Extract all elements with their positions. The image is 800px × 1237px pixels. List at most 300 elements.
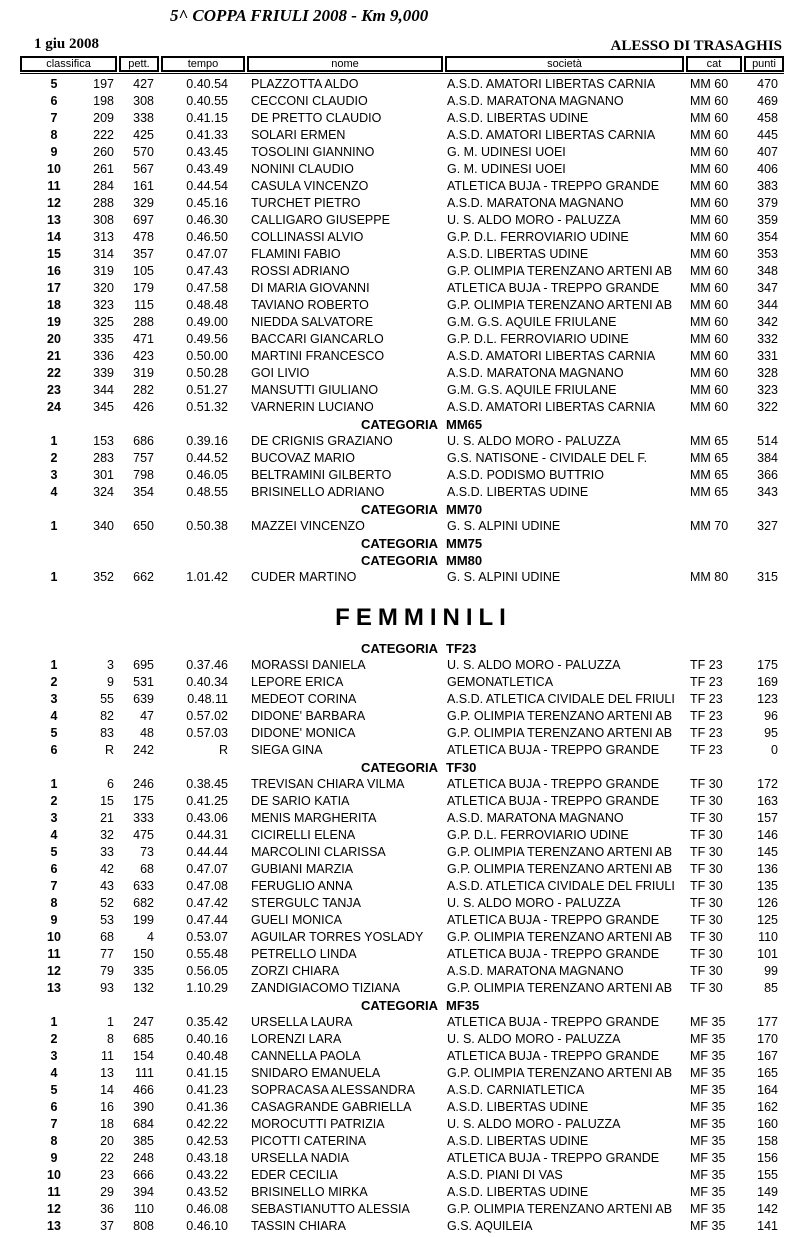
cell-societa: G. M. UDINESI UOEI bbox=[447, 145, 566, 159]
cell-tempo: 0.50.28 bbox=[186, 366, 228, 380]
cell-punti: 163 bbox=[757, 794, 778, 808]
cell-nome: FERUGLIO ANNA bbox=[251, 879, 353, 893]
cell-societa: A.S.D. LIBERTAS UDINE bbox=[447, 1100, 589, 1114]
cell-pett: 132 bbox=[133, 981, 154, 995]
cell-pett: 282 bbox=[133, 383, 154, 397]
cell-nome: SEBASTIANUTTO ALESSIA bbox=[251, 1202, 410, 1216]
cell-position: 3 bbox=[107, 658, 114, 672]
cell-tempo: 0.43.49 bbox=[186, 162, 228, 176]
table-row bbox=[0, 314, 800, 331]
category-value: TF30 bbox=[446, 760, 477, 775]
cell-nome: GUELI MONICA bbox=[251, 913, 342, 927]
category-value: MM80 bbox=[446, 553, 483, 568]
cell-punti: 384 bbox=[757, 451, 778, 465]
category-label: CATEGORIA bbox=[360, 502, 438, 517]
cell-societa: G.S. NATISONE - CIVIDALE DEL F. bbox=[447, 451, 648, 465]
cell-nome: DI MARIA GIOVANNI bbox=[251, 281, 370, 295]
cell-societa: A.S.D. LIBERTAS UDINE bbox=[447, 247, 589, 261]
cell-cat: MM 80 bbox=[690, 570, 729, 584]
cell-position: 339 bbox=[93, 366, 114, 380]
cell-societa: A.S.D. AMATORI LIBERTAS CARNIA bbox=[447, 128, 656, 142]
table-row bbox=[0, 912, 800, 929]
cell-nome: VARNERIN LUCIANO bbox=[251, 400, 374, 414]
cell-pett: 335 bbox=[133, 964, 154, 978]
cell-societa: G.M. G.S. AQUILE FRIULANE bbox=[447, 315, 617, 329]
cell-nome: NIEDDA SALVATORE bbox=[251, 315, 374, 329]
cell-tempo: 0.46.50 bbox=[186, 230, 228, 244]
cell-classifica: 11 bbox=[47, 1185, 61, 1199]
cell-societa: G. M. UDINESI UOEI bbox=[447, 162, 566, 176]
cell-cat: TF 30 bbox=[690, 964, 723, 978]
table-row bbox=[0, 365, 800, 382]
cell-punti: 101 bbox=[757, 947, 778, 961]
cell-tempo: 0.44.54 bbox=[186, 179, 228, 193]
cell-position: 344 bbox=[93, 383, 114, 397]
cell-tempo: 0.50.38 bbox=[186, 519, 228, 533]
cell-position: 42 bbox=[100, 862, 114, 876]
cell-punti: 379 bbox=[757, 196, 778, 210]
cell-classifica: 6 bbox=[50, 94, 58, 108]
cell-tempo: 0.43.22 bbox=[186, 1168, 228, 1182]
cell-position: 37 bbox=[100, 1219, 114, 1233]
cell-punti: 327 bbox=[757, 519, 778, 533]
cell-nome: BELTRAMINI GILBERTO bbox=[251, 468, 392, 482]
cell-position: 6 bbox=[107, 777, 114, 791]
cell-societa: A.S.D. PODISMO BUTTRIO bbox=[447, 468, 604, 482]
cell-punti: 344 bbox=[757, 298, 778, 312]
cell-societa: A.S.D. AMATORI LIBERTAS CARNIA bbox=[447, 349, 656, 363]
cell-pett: 425 bbox=[133, 128, 154, 142]
cell-position: 260 bbox=[93, 145, 114, 159]
cell-nome: TOSOLINI GIANNINO bbox=[251, 145, 375, 159]
cell-punti: 170 bbox=[757, 1032, 778, 1046]
cell-pett: 161 bbox=[133, 179, 154, 193]
cell-position: 32 bbox=[100, 828, 114, 842]
cell-nome: TREVISAN CHIARA VILMA bbox=[251, 777, 405, 791]
cell-tempo: 0.40.55 bbox=[186, 94, 228, 108]
cell-position: 313 bbox=[93, 230, 114, 244]
cell-cat: TF 23 bbox=[690, 675, 723, 689]
cell-position: 1 bbox=[107, 1015, 114, 1029]
cell-tempo: 0.48.55 bbox=[186, 485, 228, 499]
cell-nome: MANSUTTI GIULIANO bbox=[251, 383, 379, 397]
cell-classifica: 18 bbox=[47, 298, 61, 312]
cell-tempo: 0.41.25 bbox=[186, 794, 228, 808]
cell-pett: 288 bbox=[133, 315, 154, 329]
table-row bbox=[0, 1048, 800, 1065]
cell-classifica: 23 bbox=[47, 383, 61, 397]
cell-nome: CECCONI CLAUDIO bbox=[251, 94, 368, 108]
cell-pett: 338 bbox=[133, 111, 154, 125]
cell-pett: 570 bbox=[133, 145, 154, 159]
table-row bbox=[0, 246, 800, 263]
cell-tempo: 0.43.52 bbox=[186, 1185, 228, 1199]
cell-punti: 160 bbox=[757, 1117, 778, 1131]
cell-classifica: 17 bbox=[47, 281, 61, 295]
cell-pett: 798 bbox=[133, 468, 154, 482]
cell-cat: MF 35 bbox=[690, 1219, 726, 1233]
cell-position: 18 bbox=[100, 1117, 114, 1131]
table-row bbox=[0, 1065, 800, 1082]
category-label: CATEGORIA bbox=[360, 760, 438, 775]
table-row bbox=[0, 708, 800, 725]
cell-punti: 125 bbox=[757, 913, 778, 927]
cell-punti: 514 bbox=[757, 434, 778, 448]
cell-pett: 390 bbox=[133, 1100, 154, 1114]
cell-nome: CALLIGARO GIUSEPPE bbox=[251, 213, 390, 227]
cell-societa: ATLETICA BUJA - TREPPO GRANDE bbox=[447, 1015, 660, 1029]
cell-tempo: 0.37.46 bbox=[186, 658, 228, 672]
category-label: CATEGORIA bbox=[360, 998, 438, 1013]
table-row bbox=[0, 484, 800, 501]
cell-nome: DIDONE' MONICA bbox=[251, 726, 356, 740]
cell-societa: G. S. ALPINI UDINE bbox=[447, 570, 561, 584]
cell-position: 308 bbox=[93, 213, 114, 227]
table-row bbox=[0, 229, 800, 246]
cell-punti: 165 bbox=[757, 1066, 778, 1080]
cell-cat: TF 30 bbox=[690, 811, 723, 825]
page-title: 5^ COPPA FRIULI 2008 - Km 9,000 bbox=[170, 6, 429, 25]
cell-cat: MF 35 bbox=[690, 1032, 726, 1046]
cell-cat: TF 23 bbox=[690, 726, 723, 740]
cell-cat: MF 35 bbox=[690, 1185, 726, 1199]
cell-punti: 331 bbox=[757, 349, 778, 363]
cell-punti: 458 bbox=[757, 111, 778, 125]
cell-position: R bbox=[104, 743, 114, 757]
cell-punti: 95 bbox=[764, 726, 778, 740]
table-row bbox=[0, 433, 800, 450]
cell-societa: U. S. ALDO MORO - PALUZZA bbox=[447, 1117, 621, 1131]
table-row bbox=[0, 1014, 800, 1031]
cell-tempo: 0.44.31 bbox=[186, 828, 228, 842]
cell-societa: A.S.D. ATLETICA CIVIDALE DEL FRIULI bbox=[447, 692, 675, 706]
cell-nome: PLAZZOTTA ALDO bbox=[251, 77, 359, 91]
cell-classifica: 8 bbox=[50, 1134, 58, 1148]
cell-classifica: 16 bbox=[47, 264, 61, 278]
cell-cat: TF 30 bbox=[690, 845, 723, 859]
cell-nome: STERGULC TANJA bbox=[251, 896, 361, 910]
cell-classifica: 1 bbox=[50, 434, 58, 448]
table-row bbox=[0, 1116, 800, 1133]
category-label: CATEGORIA bbox=[360, 417, 438, 432]
cell-punti: 141 bbox=[757, 1219, 778, 1233]
cell-pett: 650 bbox=[133, 519, 154, 533]
cell-punti: 155 bbox=[757, 1168, 778, 1182]
cell-societa: A.S.D. MARATONA MAGNANO bbox=[447, 811, 624, 825]
cell-pett: 329 bbox=[133, 196, 154, 210]
table-row bbox=[0, 1133, 800, 1150]
cell-cat: MM 60 bbox=[690, 111, 729, 125]
cell-nome: MORASSI DANIELA bbox=[251, 658, 366, 672]
cell-societa: GEMONATLETICA bbox=[447, 675, 554, 689]
cell-societa: A.S.D. MARATONA MAGNANO bbox=[447, 196, 624, 210]
cell-pett: 697 bbox=[133, 213, 154, 227]
cell-tempo: 1.01.42 bbox=[186, 570, 228, 584]
cell-classifica: 7 bbox=[50, 879, 58, 893]
cell-pett: 111 bbox=[134, 1066, 154, 1080]
cell-punti: 406 bbox=[757, 162, 778, 176]
cell-classifica: 13 bbox=[47, 981, 61, 995]
cell-societa: G.P. D.L. FERROVIARIO UDINE bbox=[447, 230, 629, 244]
cell-societa: G.P. OLIMPIA TERENZANO ARTENI AB bbox=[447, 981, 673, 995]
cell-nome: TASSIN CHIARA bbox=[251, 1219, 346, 1233]
cell-position: 284 bbox=[93, 179, 114, 193]
cell-punti: 342 bbox=[757, 315, 778, 329]
cell-classifica: 5 bbox=[50, 77, 58, 91]
cell-classifica: 24 bbox=[47, 400, 61, 414]
cell-position: 323 bbox=[93, 298, 114, 312]
cell-classifica: 3 bbox=[50, 468, 58, 482]
table-row bbox=[0, 161, 800, 178]
cell-classifica: 3 bbox=[50, 811, 58, 825]
cell-punti: 135 bbox=[757, 879, 778, 893]
cell-pett: 426 bbox=[133, 400, 154, 414]
category-heading bbox=[0, 535, 800, 552]
cell-nome: MARCOLINI CLARISSA bbox=[251, 845, 386, 859]
cell-punti: 110 bbox=[758, 930, 778, 944]
table-row bbox=[0, 1099, 800, 1116]
cell-position: 83 bbox=[100, 726, 114, 740]
cell-cat: MF 35 bbox=[690, 1049, 726, 1063]
cell-position: 340 bbox=[93, 519, 114, 533]
table-row bbox=[0, 127, 800, 144]
cell-tempo: 0.46.30 bbox=[186, 213, 228, 227]
cell-position: 22 bbox=[100, 1151, 114, 1165]
cell-tempo: 0.55.48 bbox=[186, 947, 228, 961]
cell-cat: MM 70 bbox=[690, 519, 729, 533]
table-row bbox=[0, 195, 800, 212]
cell-cat: TF 30 bbox=[690, 981, 723, 995]
cell-societa: G.S. AQUILEIA bbox=[447, 1219, 533, 1233]
table-row bbox=[0, 178, 800, 195]
category-label: CATEGORIA bbox=[360, 536, 438, 551]
cell-societa: G.P. OLIMPIA TERENZANO ARTENI AB bbox=[447, 264, 673, 278]
cell-punti: 149 bbox=[757, 1185, 778, 1199]
cell-cat: MM 60 bbox=[690, 162, 729, 176]
cell-societa: ATLETICA BUJA - TREPPO GRANDE bbox=[447, 179, 660, 193]
cell-cat: MF 35 bbox=[690, 1100, 726, 1114]
cell-nome: TURCHET PIETRO bbox=[251, 196, 361, 210]
cell-cat: MM 65 bbox=[690, 468, 729, 482]
cell-classifica: 19 bbox=[47, 315, 61, 329]
cell-societa: A.S.D. MARATONA MAGNANO bbox=[447, 366, 624, 380]
cell-tempo: 0.41.15 bbox=[186, 1066, 228, 1080]
cell-classifica: 2 bbox=[50, 1032, 58, 1046]
column-header-nome: nome bbox=[247, 56, 443, 72]
cell-position: 33 bbox=[100, 845, 114, 859]
cell-tempo: 0.57.03 bbox=[186, 726, 228, 740]
cell-classifica: 1 bbox=[50, 777, 58, 791]
cell-punti: 142 bbox=[757, 1202, 778, 1216]
category-heading bbox=[0, 552, 800, 569]
cell-cat: TF 30 bbox=[690, 896, 723, 910]
cell-classifica: 12 bbox=[47, 964, 61, 978]
cell-pett: 567 bbox=[133, 162, 154, 176]
cell-classifica: 8 bbox=[50, 896, 58, 910]
cell-cat: MF 35 bbox=[690, 1015, 726, 1029]
cell-classifica: 4 bbox=[50, 709, 58, 723]
cell-societa: A.S.D. CARNIATLETICA bbox=[447, 1083, 585, 1097]
cell-classifica: 10 bbox=[47, 1168, 61, 1182]
cell-classifica: 9 bbox=[50, 1151, 58, 1165]
cell-classifica: 22 bbox=[47, 366, 61, 380]
cell-position: 11 bbox=[101, 1049, 114, 1063]
cell-position: 325 bbox=[93, 315, 114, 329]
cell-classifica: 3 bbox=[50, 1049, 58, 1063]
cell-position: 336 bbox=[93, 349, 114, 363]
cell-pett: 466 bbox=[133, 1083, 154, 1097]
cell-position: 352 bbox=[93, 570, 114, 584]
table-row bbox=[0, 331, 800, 348]
cell-cat: TF 30 bbox=[690, 879, 723, 893]
table-row bbox=[0, 263, 800, 280]
cell-classifica: 11 bbox=[47, 179, 61, 193]
cell-nome: SOLARI ERMEN bbox=[251, 128, 346, 142]
cell-pett: 246 bbox=[133, 777, 154, 791]
cell-punti: 157 bbox=[757, 811, 778, 825]
cell-classifica: 5 bbox=[50, 726, 58, 740]
cell-classifica: 5 bbox=[50, 1083, 58, 1097]
cell-classifica: 6 bbox=[50, 862, 58, 876]
cell-classifica: 2 bbox=[50, 451, 58, 465]
cell-tempo: 0.35.42 bbox=[186, 1015, 228, 1029]
cell-societa: ATLETICA BUJA - TREPPO GRANDE bbox=[447, 1049, 660, 1063]
cell-cat: MM 65 bbox=[690, 434, 729, 448]
cell-cat: MF 35 bbox=[690, 1202, 726, 1216]
cell-tempo: 0.42.53 bbox=[186, 1134, 228, 1148]
cell-pett: 247 bbox=[133, 1015, 154, 1029]
cell-societa: ATLETICA BUJA - TREPPO GRANDE bbox=[447, 794, 660, 808]
cell-position: 14 bbox=[100, 1083, 114, 1097]
cell-tempo: 0.43.06 bbox=[186, 811, 228, 825]
table-row bbox=[0, 382, 800, 399]
cell-societa: A.S.D. ATLETICA CIVIDALE DEL FRIULI bbox=[447, 879, 675, 893]
cell-position: 20 bbox=[100, 1134, 114, 1148]
table-row bbox=[0, 980, 800, 997]
category-label: CATEGORIA bbox=[360, 641, 438, 656]
cell-cat: MM 60 bbox=[690, 400, 729, 414]
column-header-cat: cat bbox=[686, 56, 742, 72]
cell-punti: 347 bbox=[757, 281, 778, 295]
cell-position: 36 bbox=[100, 1202, 114, 1216]
cell-cat: TF 30 bbox=[690, 862, 723, 876]
cell-cat: MM 60 bbox=[690, 315, 729, 329]
cell-punti: 99 bbox=[764, 964, 778, 978]
cell-tempo: 0.48.48 bbox=[186, 298, 228, 312]
cell-classifica: 1 bbox=[50, 658, 58, 672]
cell-pett: 394 bbox=[133, 1185, 154, 1199]
cell-tempo: 0.40.48 bbox=[186, 1049, 228, 1063]
cell-pett: 475 bbox=[133, 828, 154, 842]
cell-societa: ATLETICA BUJA - TREPPO GRANDE bbox=[447, 281, 660, 295]
cell-nome: BUCOVAZ MARIO bbox=[251, 451, 355, 465]
cell-nome: GUBIANI MARZIA bbox=[251, 862, 354, 876]
cell-cat: MM 60 bbox=[690, 383, 729, 397]
cell-tempo: 0.57.02 bbox=[186, 709, 228, 723]
cell-cat: TF 30 bbox=[690, 794, 723, 808]
cell-cat: MF 35 bbox=[690, 1151, 726, 1165]
cell-societa: G.P. OLIMPIA TERENZANO ARTENI AB bbox=[447, 709, 673, 723]
cell-pett: 354 bbox=[133, 485, 154, 499]
cell-cat: MM 60 bbox=[690, 247, 729, 261]
table-row bbox=[0, 725, 800, 742]
cell-pett: 308 bbox=[133, 94, 154, 108]
cell-societa: A.S.D. MARATONA MAGNANO bbox=[447, 94, 624, 108]
cell-position: 319 bbox=[93, 264, 114, 278]
cell-cat: MM 60 bbox=[690, 179, 729, 193]
category-value: MM70 bbox=[446, 502, 483, 517]
cell-societa: G.P. OLIMPIA TERENZANO ARTENI AB bbox=[447, 845, 673, 859]
cell-tempo: 0.40.54 bbox=[186, 77, 228, 91]
cell-punti: 323 bbox=[757, 383, 778, 397]
cell-position: 77 bbox=[100, 947, 114, 961]
table-row bbox=[0, 657, 800, 674]
cell-position: 324 bbox=[93, 485, 114, 499]
category-label: CATEGORIA bbox=[360, 553, 438, 568]
cell-societa: A.S.D. AMATORI LIBERTAS CARNIA bbox=[447, 400, 656, 414]
cell-nome: BACCARI GIANCARLO bbox=[251, 332, 384, 346]
table-row bbox=[0, 467, 800, 484]
cell-pett: 633 bbox=[133, 879, 154, 893]
cell-pett: 357 bbox=[133, 247, 154, 261]
cell-societa: U. S. ALDO MORO - PALUZZA bbox=[447, 1032, 621, 1046]
cell-classifica: 9 bbox=[50, 913, 58, 927]
table-row bbox=[0, 963, 800, 980]
cell-tempo: 0.56.05 bbox=[186, 964, 228, 978]
cell-tempo: 0.46.08 bbox=[186, 1202, 228, 1216]
table-row bbox=[0, 691, 800, 708]
cell-societa: A.S.D. LIBERTAS UDINE bbox=[447, 111, 589, 125]
cell-punti: 123 bbox=[757, 692, 778, 706]
cell-nome: DE CRIGNIS GRAZIANO bbox=[251, 434, 393, 448]
cell-cat: MM 60 bbox=[690, 230, 729, 244]
table-row bbox=[0, 827, 800, 844]
cell-tempo: 0.47.44 bbox=[186, 913, 228, 927]
cell-tempo: 0.39.16 bbox=[186, 434, 228, 448]
cell-nome: MOROCUTTI PATRIZIA bbox=[251, 1117, 385, 1131]
cell-tempo: 0.47.08 bbox=[186, 879, 228, 893]
cell-societa: U. S. ALDO MORO - PALUZZA bbox=[447, 213, 621, 227]
cell-position: 82 bbox=[100, 709, 114, 723]
cell-pett: 105 bbox=[133, 264, 154, 278]
table-row bbox=[0, 1082, 800, 1099]
cell-position: 288 bbox=[93, 196, 114, 210]
cell-pett: 73 bbox=[140, 845, 154, 859]
cell-nome: BRISINELLO ADRIANO bbox=[251, 485, 385, 499]
cell-tempo: 0.49.00 bbox=[186, 315, 228, 329]
cell-societa: U. S. ALDO MORO - PALUZZA bbox=[447, 434, 621, 448]
cell-nome: SNIDARO EMANUELA bbox=[251, 1066, 381, 1080]
cell-societa: G.P. OLIMPIA TERENZANO ARTENI AB bbox=[447, 726, 673, 740]
cell-pett: 248 bbox=[133, 1151, 154, 1165]
cell-cat: TF 23 bbox=[690, 709, 723, 723]
cell-societa: ATLETICA BUJA - TREPPO GRANDE bbox=[447, 913, 660, 927]
cell-societa: A.S.D. MARATONA MAGNANO bbox=[447, 964, 624, 978]
cell-pett: 110 bbox=[134, 1202, 154, 1216]
cell-punti: 172 bbox=[757, 777, 778, 791]
cell-pett: 319 bbox=[133, 366, 154, 380]
cell-cat: MM 60 bbox=[690, 349, 729, 363]
cell-pett: 662 bbox=[133, 570, 154, 584]
table-row bbox=[0, 929, 800, 946]
cell-punti: 175 bbox=[757, 658, 778, 672]
table-row bbox=[0, 810, 800, 827]
table-row bbox=[0, 1031, 800, 1048]
column-header-classifica: classifica bbox=[20, 56, 117, 72]
cell-cat: MM 60 bbox=[690, 264, 729, 278]
cell-cat: MM 60 bbox=[690, 94, 729, 108]
cell-nome: URSELLA NADIA bbox=[251, 1151, 349, 1165]
